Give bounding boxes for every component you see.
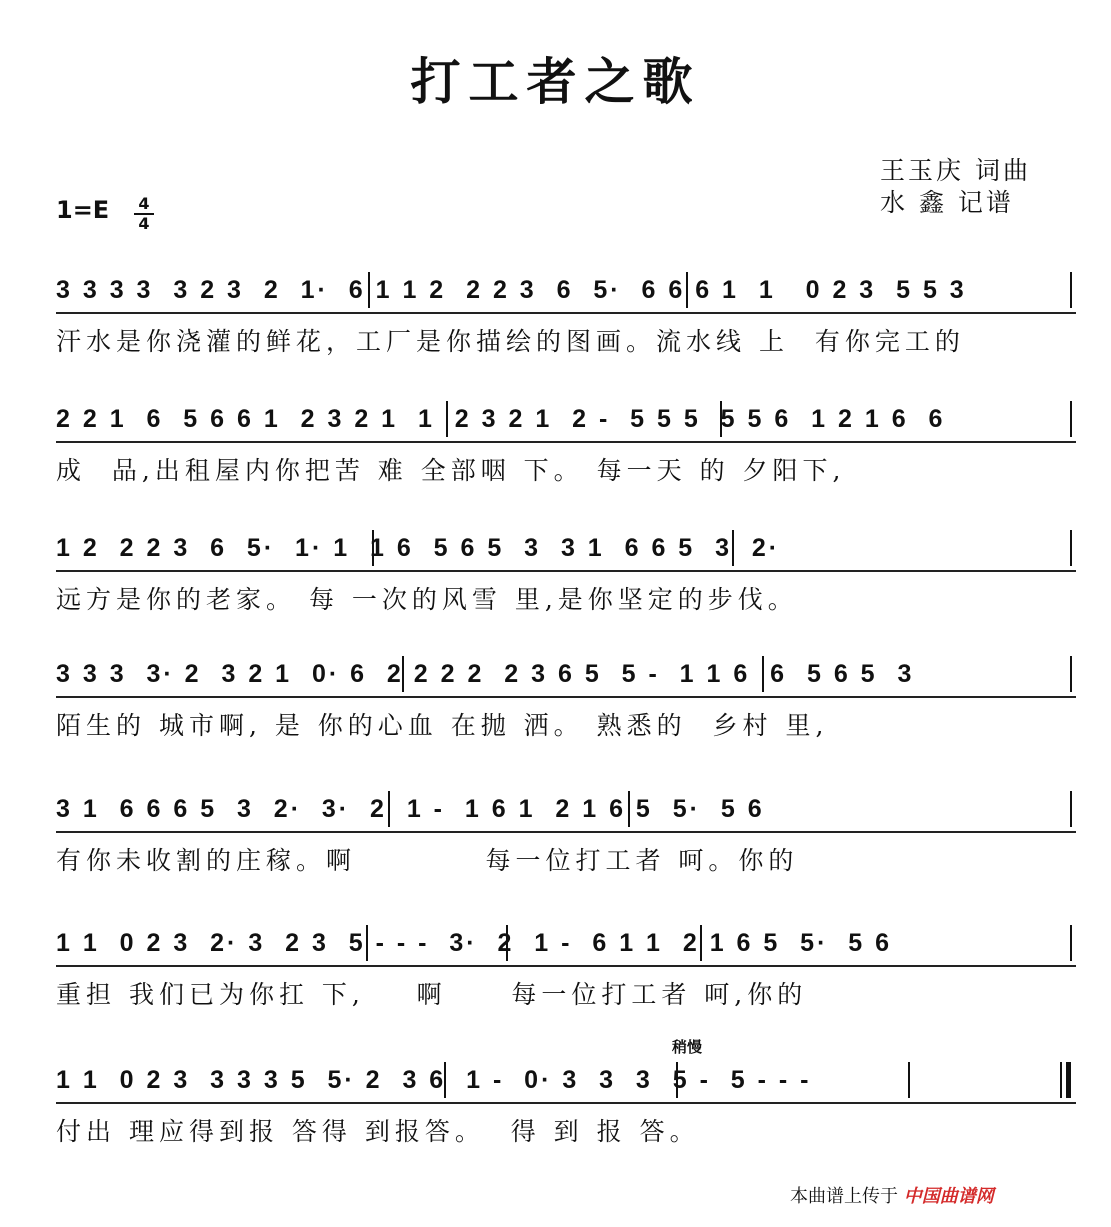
lyric-line: 重担 我们已为你扛 下, 啊 每一位打工者 呵,你的 (56, 980, 808, 1009)
notation-line: 3 3 3 3 3 2 3 2 1· 6 1 1 2 2 2 3 6 5· 6 6 6 1 1 0 2 3 5 5 3 (56, 268, 1076, 314)
notation-line: 3 3 3 3· 2 3 2 1 0· 6 2 2 2 2 2 3 6 5 5 - 1 1 6 6 5 6 5 3 (56, 652, 1076, 698)
tempo-marker: 稍慢 (672, 1038, 703, 1056)
lyric-line: 陌生的 城市啊, 是 你的心血 在抛 洒。 熟悉的 乡村 里, (56, 711, 829, 740)
credits (880, 155, 1080, 219)
notation-line: 3 1 6 6 6 5 3 2· 3· 2 1 - 1 6 1 2 1 6 5 5· 5 6 (56, 787, 1076, 833)
time-signature-bottom: 4 (138, 214, 150, 233)
notation-line: 1 1 0 2 3 3 3 3 5 5· 2 3 6 1 - 0· 3 3 3 5 - 5 - - - (56, 1058, 1076, 1104)
score-line-4 (56, 652, 1076, 744)
notation-line: 1 2 2 2 3 6 5· 1· 1 1 6 5 6 5 3 3 1 6 6 5 3 2· (56, 526, 1076, 572)
notation-line: 2 2 1 6 5 6 6 1 2 3 2 1 1 2 3 2 1 2 - 5 5 5 5 5 6 1 2 1 6 6 (56, 397, 1076, 443)
notation-line: 1 1 0 2 3 2· 3 2 3 5 - - - 3· 2 1 - 6 1 1 2 1 6 5 5· 5 6 (56, 921, 1076, 967)
song-title: 打工者之歌 (410, 52, 701, 111)
footer-brand: 中国曲谱网 (903, 1186, 994, 1207)
footer-watermark (790, 1182, 994, 1208)
lyric-line: 付出 理应得到报 答得 到报答。 得 到 报 答。 (56, 1117, 700, 1146)
transcriber-credit: 水 鑫 记谱 (880, 188, 1014, 217)
score-line-7 (56, 1058, 1076, 1150)
score-line-3 (56, 526, 1076, 618)
footer-text: 本曲谱上传于 (790, 1186, 898, 1207)
time-signature (134, 196, 154, 232)
lyric-line: 汗水是你浇灌的鲜花，工厂是你描绘的图画。流水线 上 有你完工的 (56, 327, 965, 356)
score-line-2 (56, 397, 1076, 489)
key-signature: 1=E (56, 196, 110, 224)
score-line-1 (56, 268, 1076, 360)
composer-credit: 王玉庆 词曲 (880, 156, 1031, 185)
lyric-line: 有你未收割的庄稼。啊 每一位打工者 呵。你的 (56, 846, 799, 875)
time-signature-top: 4 (138, 194, 150, 213)
lyric-line: 远方是你的老家。 每 一次的风雪 里,是你坚定的步伐。 (56, 585, 798, 614)
score-line-5 (56, 787, 1076, 879)
lyric-line: 成 品,出租屋内你把苦 难 全部咽 下。 每一天 的 夕阳下, (56, 456, 846, 485)
score-line-6 (56, 921, 1076, 1013)
